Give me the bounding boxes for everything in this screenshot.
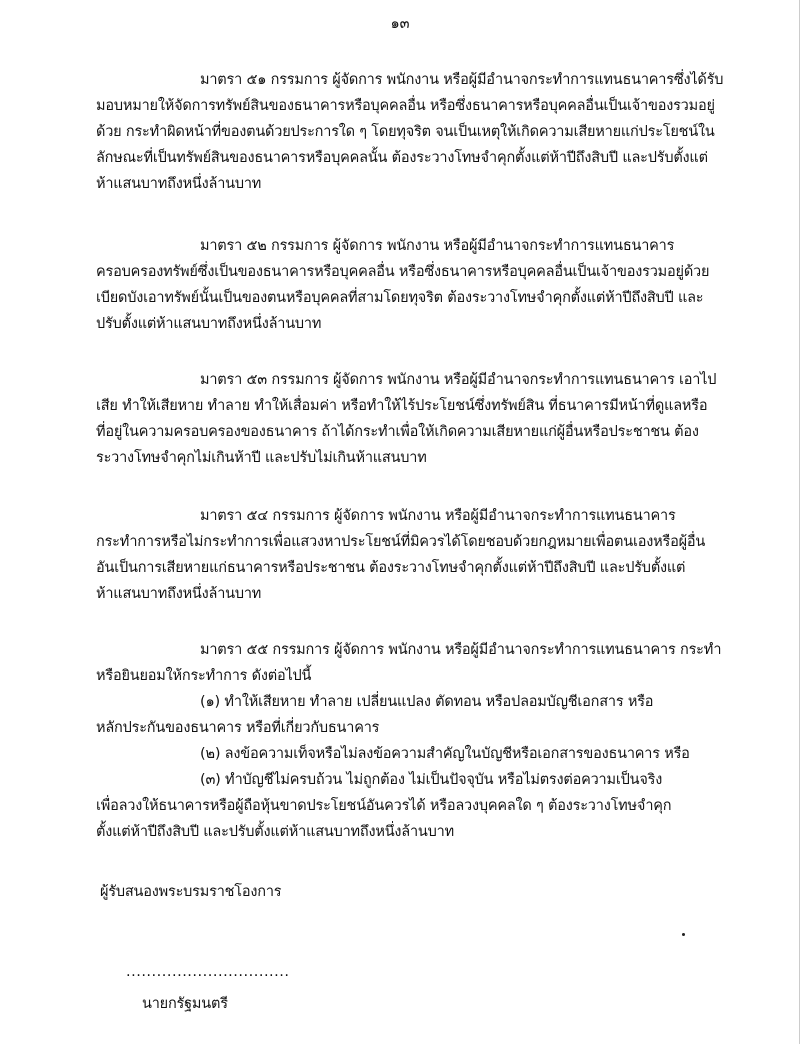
section-51-line-1: มาตรา ๕๑ กรรมการ ผู้จัดการ พนักงาน หรือผู้มีอำนาจกระทำการแทนธนาคารซึ่งได้รับ	[200, 72, 724, 88]
signatory-title: นายกรัฐมนตรี	[142, 996, 228, 1012]
section-53-line-3: ที่อยู่ในความครอบครองของธนาคาร ถ้าได้กระทำเพื่อให้เกิดความเสียหายแก่ผู้อื่นหรือประชาชน ต้อง	[96, 424, 699, 440]
section-51-line-3: ด้วย กระทำผิดหน้าที่ของตนด้วยประการใด ๆ โดยทุจริต จนเป็นเหตุให้เกิดความเสียหายแก่ประโยชน์ใน	[96, 124, 715, 140]
page-number: ๑๓	[390, 16, 410, 32]
section-55-item-3: (๓) ทำบัญชีไม่ครบถ้วน ไม่ถูกต้อง ไม่เป็นปัจจุบัน หรือไม่ตรงต่อความเป็นจริง	[200, 772, 663, 788]
section-55-line-1: มาตรา ๕๕ กรรมการ ผู้จัดการ พนักงาน หรือผู้มีอำนาจกระทำการแทนธนาคาร กระทำ	[200, 642, 722, 658]
section-55-line-4: หลักประกันของธนาคาร หรือที่เกี่ยวกับธนาคาร	[96, 720, 380, 736]
section-52-line-3: เบียดบังเอาทรัพย์นั้นเป็นของตนหรือบุคคลที่สามโดยทุจริต ต้องระวางโทษจำคุกตั้งแต่ห้าปีถึงสิบปี และ	[96, 290, 704, 306]
section-55-item-2: (๒) ลงข้อความเท็จหรือไม่ลงข้อความสำคัญในบัญชีหรือเอกสารของธนาคาร หรือ	[200, 746, 690, 762]
section-55-line-2: หรือยินยอมให้กระทำการ ดังต่อไปนี้	[96, 668, 312, 684]
section-54-line-2: กระทำการหรือไม่กระทำการเพื่อแสวงหาประโยชน์ที่มิควรได้โดยชอบด้วยกฎหมายเพื่อตนเองหรือผู้อื่น	[96, 534, 706, 550]
section-51-line-5: ห้าแสนบาทถึงหนึ่งล้านบาท	[96, 176, 262, 192]
section-52-line-1: มาตรา ๕๒ กรรมการ ผู้จัดการ พนักงาน หรือผู้มีอำนาจกระทำการแทนธนาคาร	[200, 238, 675, 254]
countersign-text: ผู้รับสนองพระบรมราชโองการ	[100, 884, 282, 900]
section-51-line-2: มอบหมายให้จัดการทรัพย์สินของธนาคารหรือบุคคลอื่น หรือซึ่งธนาคารหรือบุคคลอื่นเป็นเจ้าของรวมอยู่	[96, 98, 715, 114]
section-54-line-3: อันเป็นการเสียหายแก่ธนาคารหรือประชาชน ต้องระวางโทษจำคุกตั้งแต่ห้าปีถึงสิบปี และปรับตั้งแต่	[96, 560, 686, 576]
section-52-line-2: ครอบครองทรัพย์ซึ่งเป็นของธนาคารหรือบุคคลอื่น หรือซึ่งธนาคารหรือบุคคลอื่นเป็นเจ้าของรวมอยู่ด้วย	[96, 264, 710, 280]
signature-dots: ................................	[126, 964, 290, 980]
section-52-line-4: ปรับตั้งแต่ห้าแสนบาทถึงหนึ่งล้านบาท	[96, 316, 322, 332]
section-53-line-4: ระวางโทษจำคุกไม่เกินห้าปี และปรับไม่เกินห้าแสนบาท	[96, 450, 427, 466]
section-53-line-1: มาตรา ๕๓ กรรมการ ผู้จัดการ พนักงาน หรือผู้มีอำนาจกระทำการแทนธนาคาร เอาไป	[200, 372, 717, 388]
stray-dot-mark	[682, 933, 685, 936]
section-54-line-4: ห้าแสนบาทถึงหนึ่งล้านบาท	[96, 586, 262, 602]
section-54-line-1: มาตรา ๕๔ กรรมการ ผู้จัดการ พนักงาน หรือผู้มีอำนาจกระทำการแทนธนาคาร	[200, 508, 676, 524]
section-55-line-7: เพื่อลวงให้ธนาคารหรือผู้ถือหุ้นขาดประโยชน์อันควรได้ หรือลวงบุคคลใด ๆ ต้องระวางโทษจำคุก	[96, 798, 672, 814]
section-55-line-8: ตั้งแต่ห้าปีถึงสิบปี และปรับตั้งแต่ห้าแสนบาทถึงหนึ่งล้านบาท	[96, 824, 454, 840]
section-55-item-1: (๑) ทำให้เสียหาย ทำลาย เปลี่ยนแปลง ตัดทอน หรือปลอมบัญชีเอกสาร หรือ	[200, 694, 654, 710]
section-53-line-2: เสีย ทำให้เสียหาย ทำลาย ทำให้เสื่อมค่า หรือทำให้ไร้ประโยชน์ซึ่งทรัพย์สิน ที่ธนาคารมีหน้าที่ดูแลหรือ	[96, 398, 708, 414]
section-51-line-4: ลักษณะที่เป็นทรัพย์สินของธนาคารหรือบุคคลนั้น ต้องระวางโทษจำคุกตั้งแต่ห้าปีถึงสิบปี และปรับตั้งแต่	[96, 150, 708, 166]
